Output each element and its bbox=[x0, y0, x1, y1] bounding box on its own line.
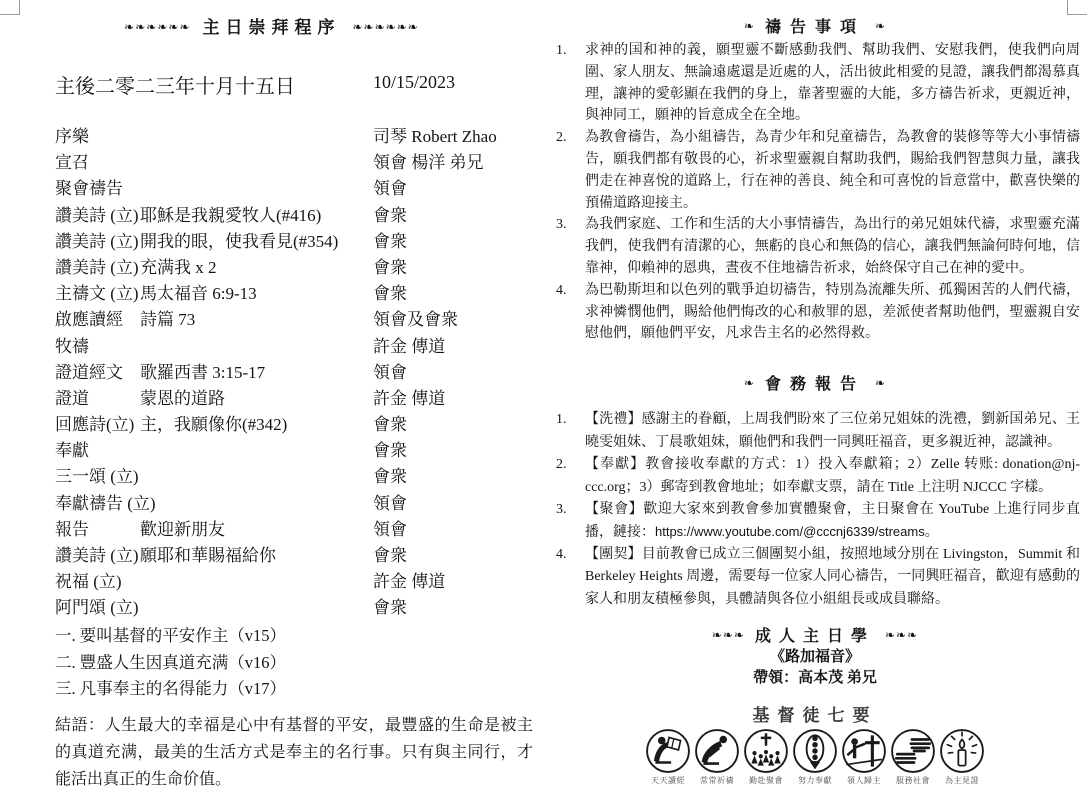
program-item-leader: 會衆 bbox=[373, 205, 407, 225]
program-item-detail bbox=[140, 124, 373, 150]
scroll-ornament-right: ❧❧❧ bbox=[885, 628, 919, 642]
program-item-leader: 會衆 bbox=[373, 467, 407, 487]
announcement-item bbox=[556, 409, 1080, 454]
prayer-item bbox=[556, 280, 1080, 345]
date-row bbox=[55, 70, 535, 99]
program-row bbox=[55, 360, 537, 386]
scroll-ornament-left: ❧❧❧ bbox=[711, 628, 745, 642]
announcement-section-title: 會務報告 bbox=[764, 376, 865, 393]
seven-essentials-captions bbox=[543, 775, 1087, 786]
program-item-detail: 願耶和華賜福給你 bbox=[140, 546, 276, 565]
sunday-school-book: 《路加福音》 bbox=[769, 649, 860, 665]
announcement-body: 歡迎大家來到教會參加實體聚會，主日聚會在 YouTube 上進行同步直播，鏈接： bbox=[585, 502, 1081, 540]
program-item-leader: 會衆 bbox=[373, 546, 407, 565]
program-item-name: 報告 bbox=[55, 519, 89, 539]
sermon-outline bbox=[55, 623, 286, 703]
item-number: 1. bbox=[556, 43, 567, 58]
program-item-detail bbox=[140, 334, 373, 360]
sunday-school-header bbox=[543, 625, 1087, 647]
date-chinese: 主後二零二三年十月十五日 bbox=[55, 76, 295, 98]
announcement-items-list bbox=[556, 409, 1080, 611]
scroll-ornament-left: ❧ bbox=[743, 376, 755, 390]
worship-program-table bbox=[55, 124, 537, 622]
announcement-tag: 【聚會】 bbox=[585, 502, 644, 517]
program-row bbox=[55, 543, 537, 569]
announcement-item-text bbox=[585, 454, 1080, 499]
program-row bbox=[55, 281, 537, 307]
program-item-leader: 會衆 bbox=[373, 441, 407, 461]
program-item-detail: 馬太福音 6:9-13 bbox=[140, 284, 257, 304]
program-item-detail: 充满我 x 2 bbox=[140, 257, 217, 277]
sermon-outline-point: 一. 要叫基督的平安作主（v15） bbox=[55, 626, 286, 645]
prayer-item-text: 為巴勒斯坦和以色列的戰爭迫切禱告，特別為流離失所、孤獨困苦的人們代禱，求神憐憫他們，賜給他們悔改的心和赦罪的恩，差派使者幫助他們，聖靈親自安慰他們，願他們平安，凡求告主名的必然得救。 bbox=[585, 282, 1080, 342]
scroll-ornament-right: ❧ bbox=[875, 19, 887, 33]
sermon-conclusion: 結語：人生最大的幸福是心中有基督的平安，最豐盛的生命是被主的真道充满，最美的生活方式是奉主的名行事。只有與主同行，才能活出真正的生命价值。 bbox=[55, 717, 533, 788]
prayer-item-text: 求神的国和神的義，願聖靈不斷感動我們、幫助我們、安慰我們，使我們向周圍、家人朋友、無論遠處還是近處的人，活出彼此相愛的見證，讓我們都渴慕真理，讓神的愛彰顯在我們的身上，靠著聖靈的大能，多方禱告祈求，更親近神，與神同工，願神的旨意成全在全地。 bbox=[585, 43, 1080, 124]
program-item-name: 阿門頌 (立) bbox=[55, 598, 139, 618]
program-item-detail bbox=[140, 438, 373, 464]
program-row bbox=[55, 412, 537, 438]
program-item-name: 宣召 bbox=[55, 153, 89, 173]
program-item-leader: 許金 傳道 bbox=[373, 572, 446, 592]
program-item-leader: 領會 bbox=[373, 493, 407, 513]
sunday-school-block bbox=[543, 625, 1087, 689]
program-row bbox=[55, 517, 537, 543]
essential-caption: 天天讀經 bbox=[651, 776, 685, 785]
program-item-name: 讚美詩 (立) bbox=[55, 257, 139, 277]
program-item-detail: 主，我願像你(#342) bbox=[140, 415, 288, 435]
essential-caption: 領人歸主 bbox=[847, 776, 881, 785]
program-item-name: 牧禱 bbox=[55, 336, 89, 356]
program-item-detail bbox=[140, 491, 373, 517]
announcement-item-text bbox=[585, 544, 1080, 611]
date-numeric: 10/15/2023 bbox=[373, 72, 456, 92]
program-item-leader: 許金 傳道 bbox=[373, 336, 446, 356]
scroll-ornament-left: ❧ bbox=[743, 19, 755, 33]
prayer-item-text: 為我們家庭、工作和生活的大小事情禱告，為出行的弟兄姐妹代禱，求聖靈充滿我們，使我們有清潔的心，無虧的良心和無偽的信心，讓我們無論何時何地，信靠神，仰賴神的恩典，晝夜不住地禱告祈求，始終保守自己在神的愛中。 bbox=[585, 217, 1080, 276]
sermon-outline-point: 二. 豐盛人生因真道充满（v16） bbox=[55, 652, 286, 672]
announcement-body-end: 。 bbox=[924, 525, 939, 540]
prayer-section-title: 禱告事項 bbox=[764, 19, 865, 36]
program-item-name: 證道經文 bbox=[55, 362, 123, 382]
prayer-item bbox=[556, 40, 1080, 127]
program-item-detail: 蒙恩的道路 bbox=[140, 388, 225, 408]
program-item-name: 讚美詩 (立) bbox=[55, 546, 139, 565]
program-item-name: 證道 bbox=[55, 388, 89, 408]
announcement-tag: 【團契】 bbox=[585, 547, 642, 562]
item-number: 2. bbox=[556, 130, 567, 146]
program-item-leader: 會衆 bbox=[373, 231, 407, 251]
announcement-tag: 【洗禮】 bbox=[585, 412, 642, 427]
essential-item bbox=[939, 728, 985, 774]
program-item-detail: 開我的眼，使我看見(#354) bbox=[140, 231, 339, 251]
program-row bbox=[55, 255, 537, 281]
program-row bbox=[55, 464, 537, 490]
program-item-leader: 領會及會衆 bbox=[373, 310, 458, 330]
program-item-detail: 詩篇 73 bbox=[140, 310, 196, 330]
program-item-leader: 領會 bbox=[373, 179, 407, 199]
item-number: 4. bbox=[556, 282, 567, 298]
announcement-item bbox=[556, 454, 1080, 499]
seven-essentials-icons bbox=[543, 728, 1087, 774]
program-row bbox=[55, 386, 537, 412]
program-row bbox=[55, 229, 537, 255]
program-item-name: 回應詩(立) bbox=[55, 415, 135, 435]
program-item-leader: 許金 傳道 bbox=[373, 388, 446, 408]
announcement-body: 目前教會已成立三個團契小組，按照地域分別在 Livingston，Summit 和 Berkeley Heights 周邊，需要每一位家人同心禱告，一同興旺福音，歡迎有感動的家人和朋友積極參與，具體請與各位小組組長或成員聯絡。 bbox=[585, 547, 1080, 607]
program-item-leader: 會衆 bbox=[373, 415, 407, 435]
youtube-stream-link[interactable]: https://www.youtube.com/@cccnj6339/streams bbox=[655, 524, 925, 539]
program-row bbox=[55, 334, 537, 360]
announcement-body: 教會接收奉獻的方式：1）投入奉獻箱；2）Zelle 转账: donation@nj-ccc.org；3）郵寄到教會地址；如奉獻支票，請在 Title 上注明 NJCCC 字樣。 bbox=[585, 457, 1080, 495]
essential-caption: 服務社會 bbox=[896, 776, 930, 785]
program-item-leader: 會衆 bbox=[373, 257, 407, 277]
offering-icon bbox=[792, 728, 838, 774]
prayer-items-list bbox=[556, 40, 1080, 345]
prayer-item-text: 為教會禱告，為小組禱告，為青少年和兒童禱告，為教會的裝修等等大小事情禱告，願我們都有敬畏的心，祈求聖靈親自幫助我們，賜給我們智慧與力量，讓我們走在神喜悅的道路上，行在神的善良、純全和可喜悅的旨意當中，歡喜快樂的預備道路迎接主。 bbox=[585, 130, 1080, 211]
program-row bbox=[55, 438, 537, 464]
program-row bbox=[55, 307, 537, 333]
prayer-item bbox=[556, 127, 1080, 214]
program-row bbox=[55, 176, 537, 202]
program-item-name: 祝福 (立) bbox=[55, 572, 122, 592]
program-item-name: 奉獻 bbox=[55, 441, 89, 461]
page-title: 主日崇拜程序 bbox=[202, 18, 341, 37]
seven-essentials-title: 基督徒七要 bbox=[752, 706, 878, 725]
essential-caption: 常常祈禱 bbox=[700, 776, 734, 785]
program-item-detail: 歡迎新朋友 bbox=[140, 519, 225, 539]
essential-caption: 勤赴聚會 bbox=[749, 776, 783, 785]
essential-item bbox=[743, 728, 789, 774]
essential-caption: 為主見證 bbox=[945, 776, 979, 785]
item-number: 3. bbox=[556, 217, 567, 233]
scroll-ornament-right: ❧❧❧❧❧❧ bbox=[352, 20, 419, 34]
program-item-name: 三一頌 (立) bbox=[55, 467, 139, 487]
sunday-school-leader: 帶領：高本茂 弟兄 bbox=[753, 670, 877, 686]
item-number: 1. bbox=[556, 412, 567, 427]
essential-item bbox=[792, 728, 838, 774]
program-item-detail: 耶穌是我親愛牧人(#416) bbox=[140, 205, 322, 225]
program-item-name: 啟應讀經 bbox=[55, 310, 123, 330]
leading-icon bbox=[841, 728, 887, 774]
worship-order-title-row bbox=[0, 13, 543, 38]
program-item-detail bbox=[140, 464, 373, 490]
announcement-item bbox=[556, 544, 1080, 611]
announcement-tag: 【奉獻】 bbox=[585, 457, 646, 472]
essential-item bbox=[841, 728, 887, 774]
program-item-leader: 會衆 bbox=[373, 284, 407, 304]
program-item-leader: 司琴 Robert Zhao bbox=[373, 127, 497, 146]
program-item-detail bbox=[140, 176, 373, 202]
program-item-detail bbox=[140, 569, 373, 595]
item-number: 2. bbox=[556, 457, 567, 472]
program-item-detail bbox=[140, 150, 373, 176]
reading-icon bbox=[645, 728, 691, 774]
program-item-leader: 領會 bbox=[373, 519, 407, 539]
program-item-name: 讚美詩 (立) bbox=[55, 231, 139, 251]
item-number: 4. bbox=[556, 547, 567, 562]
program-row bbox=[55, 491, 537, 517]
program-item-name: 聚會禱告 bbox=[55, 179, 123, 199]
sermon-outline-point: 三. 凡事奉主的名得能力（v17） bbox=[55, 679, 286, 698]
essential-item bbox=[694, 728, 740, 774]
essential-item bbox=[645, 728, 691, 774]
program-item-name: 讚美詩 (立) bbox=[55, 205, 139, 225]
program-item-name: 主禱文 (立) bbox=[55, 284, 139, 304]
announcement-section-header bbox=[543, 371, 1087, 394]
essential-caption: 努力奉獻 bbox=[798, 776, 832, 785]
program-item-name: 序樂 bbox=[55, 127, 89, 146]
announcement-item-text bbox=[585, 499, 1080, 544]
scroll-ornament-left: ❧❧❧❧❧❧ bbox=[124, 20, 191, 34]
gathering-icon bbox=[743, 728, 789, 774]
praying-icon bbox=[694, 728, 740, 774]
program-item-detail bbox=[140, 595, 373, 621]
announcement-item bbox=[556, 499, 1080, 544]
page-corner-mark-top-right bbox=[1067, 0, 1087, 15]
program-row bbox=[55, 150, 537, 176]
item-number: 3. bbox=[556, 502, 567, 517]
prayer-item bbox=[556, 214, 1080, 279]
essential-item bbox=[890, 728, 936, 774]
scroll-ornament-right: ❧ bbox=[875, 376, 887, 390]
program-item-leader: 領會 楊洋 弟兄 bbox=[373, 153, 484, 173]
program-item-detail: 歌羅西書 3:15-17 bbox=[140, 362, 266, 382]
witness-icon bbox=[939, 728, 985, 774]
program-item-name: 奉獻禱告 (立) bbox=[55, 493, 156, 513]
program-row bbox=[55, 569, 537, 595]
seven-essentials-logo bbox=[543, 701, 1087, 786]
prayer-section-header bbox=[543, 14, 1087, 37]
announcement-body: 感謝主的眷顧，上周我們盼來了三位弟兄姐妹的洗禮，劉新国弟兄、王曉雯姐妹、丁晨歌姐妹，願他們和我們一同興旺福音，更多親近神，認識神。 bbox=[585, 412, 1081, 450]
announcement-item-text bbox=[585, 409, 1080, 454]
program-row bbox=[55, 203, 537, 229]
program-item-leader: 會衆 bbox=[373, 598, 407, 618]
program-item-leader: 領會 bbox=[373, 362, 407, 382]
program-row bbox=[55, 595, 537, 621]
program-row bbox=[55, 124, 537, 150]
serving-icon bbox=[890, 728, 936, 774]
sunday-school-title: 成人主日學 bbox=[754, 628, 875, 645]
